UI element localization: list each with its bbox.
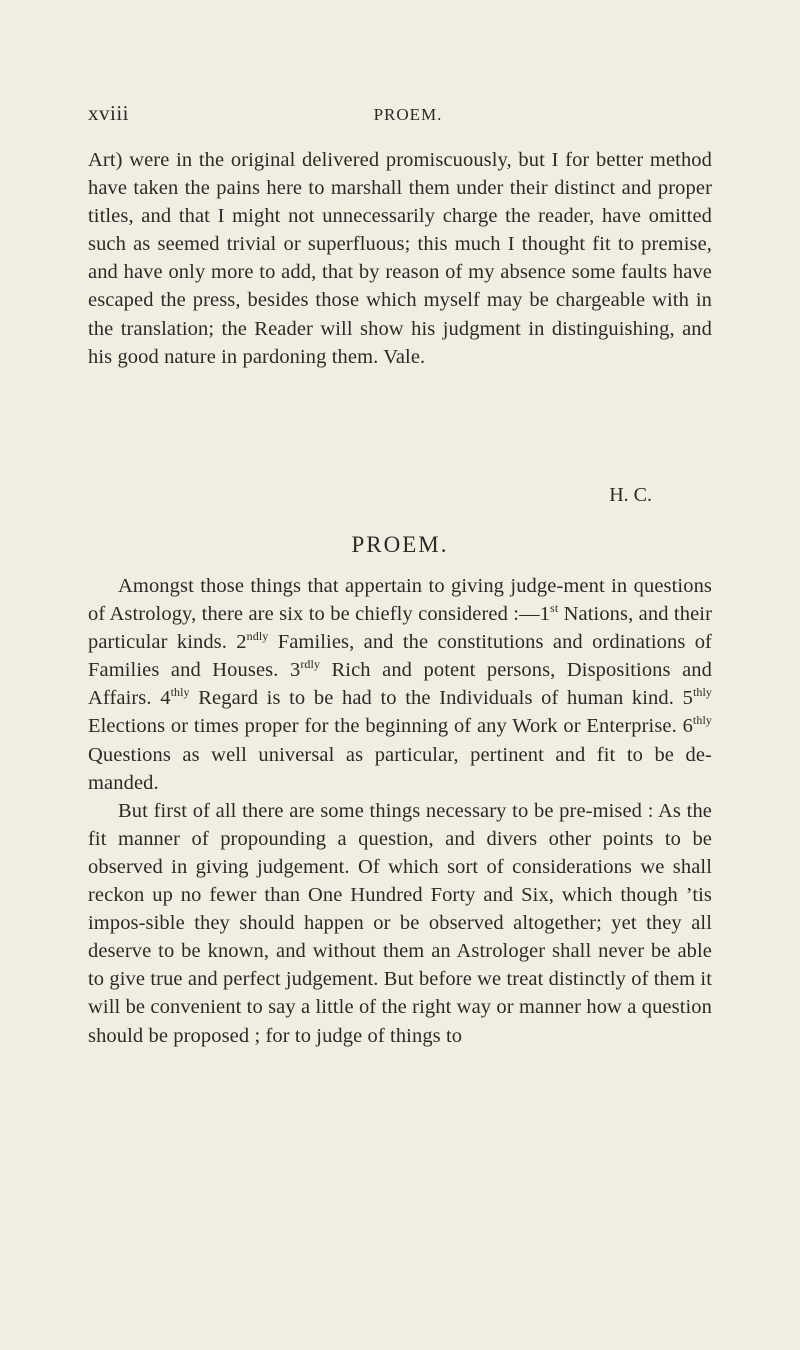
section-title: PROEM. xyxy=(351,532,449,557)
preface-text xyxy=(88,146,712,371)
list-item: $5^{thly}$ Elections or times proper for the beginning of any Work or Enterprise. xyxy=(88,685,713,738)
signature-initials: H. C. xyxy=(609,484,652,506)
list-item: $2^{ndly}$ Families, and the constitutions and ordinations of Families and Houses. xyxy=(88,629,712,682)
list-item: $6^{thly}$ Questions as well universal as particular, pertinent and fit to be de-manded. xyxy=(88,713,712,794)
preface-paragraph: Art) were in the original delivered promiscuously, but I for better method have taken the pains here to marshall them under their distinct and proper titles, and that I might not unnecessarily charge the reader, have omitted such as seemed trivial or superfluous; this much I thought fit to premise, and have only more to add, that by reason of my absence some faults have escaped the press, besides those which myself may be chargeable with in the translation; the Reader will show his judgment in distinguishing, and his good nature in pardoning them. Vale. xyxy=(88,149,712,368)
running-head: PROEM. xyxy=(373,105,443,124)
proem-text xyxy=(88,572,712,1050)
page-header xyxy=(88,101,728,131)
proem-intro: Amongst those things that appertain to giving judge-ment in questions of Astrology, there are six to be chiefly considered :— xyxy=(88,575,712,626)
list-item: 1st Nations, and their particular kinds. xyxy=(88,601,713,654)
page-number: xviii xyxy=(88,101,130,125)
proem-paragraph-1 xyxy=(88,572,712,797)
list-item: $4^{thly}$ Regard is to be had to the Individuals of human kind. xyxy=(160,685,683,710)
proem-paragraph-2: But first of all there are some things necessary to be pre-mised : As the fit manner of propounding a question, and divers other points to be observed in giving judgement. Of which sort of considerations we shall reckon up no fewer than One Hundred Forty and Six, which though ’tis impos-sible they should happen or be observed altogether; yet they all deserve to be known, and without them an Astrologer shall never be able to give true and perfect judgement. But before we treat distinctly of them it will be convenient to say a little of the right way or manner how a question should be proposed ; for to judge of things to xyxy=(88,799,712,1047)
list-item: $3^{rdly}$ Rich and potent persons, Dispositions and Affairs. xyxy=(88,657,712,710)
